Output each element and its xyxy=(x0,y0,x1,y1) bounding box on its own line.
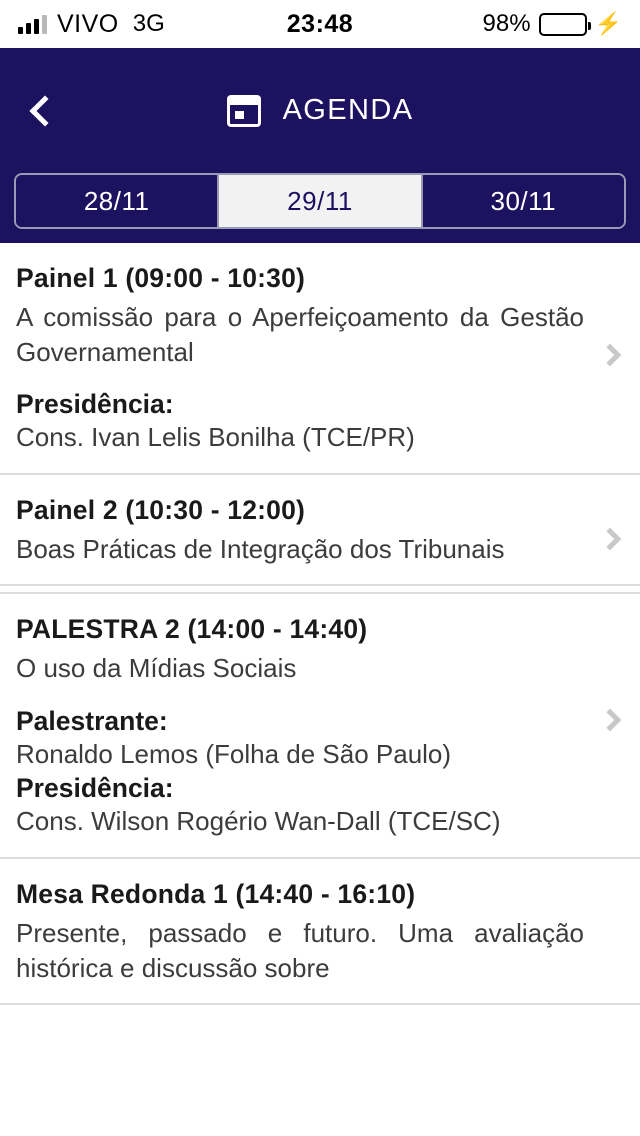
tab-date-29-11[interactable]: 29/11 xyxy=(219,175,422,227)
chevron-right-icon[interactable] xyxy=(599,527,622,550)
chevron-right-icon[interactable] xyxy=(599,344,622,367)
agenda-item-sub-value: Cons. Ivan Lelis Bonilha (TCE/PR) xyxy=(16,422,415,453)
agenda-item-title: Painel 1 (09:00 - 10:30) xyxy=(16,263,306,293)
back-button[interactable] xyxy=(14,81,70,141)
header-title-group xyxy=(227,94,414,127)
app-header xyxy=(0,48,640,173)
agenda-item-title: Mesa Redonda 1 (14:40 - 16:10) xyxy=(16,879,416,910)
agenda-item-sub-label: Palestrante: xyxy=(16,705,168,736)
tab-date-28-11[interactable]: 28/11 xyxy=(16,175,219,227)
calendar-icon xyxy=(227,95,261,127)
agenda-item-sub-label: Presidência: xyxy=(16,389,174,420)
page-title: AGENDA xyxy=(282,94,414,126)
charging-bolt-icon: ⚡ xyxy=(594,11,622,36)
tab-date-30-11[interactable]: 30/11 xyxy=(423,175,624,227)
agenda-item-sub-value: Ronaldo Lemos (Folha de São Paulo) xyxy=(16,738,452,769)
status-bar-clock: 23:48 xyxy=(286,9,354,38)
date-tabs xyxy=(14,173,626,229)
agenda-item-description: Presente, passado e futuro. Uma avaliação histórica e discussão sobre xyxy=(16,918,584,983)
agenda-item-description: O uso da Mídias Sociais xyxy=(16,653,297,684)
agenda-item-description: Boas Práticas de Integração dos Tribunais xyxy=(16,533,505,564)
status-bar xyxy=(0,0,640,48)
list-item[interactable] xyxy=(0,243,640,475)
agenda-item-sub-label-2: Presidência: xyxy=(16,773,174,804)
agenda-item-sub-value-2: Cons. Wilson Rogério Wan-Dall (TCE/SC) xyxy=(16,806,501,837)
list-item[interactable] xyxy=(0,475,640,587)
agenda-item-title: Painel 2 (10:30 - 12:00) xyxy=(16,494,306,525)
date-tabs-container xyxy=(0,173,640,243)
chevron-right-icon[interactable] xyxy=(599,709,622,732)
carrier-label: VIVO xyxy=(57,9,119,38)
agenda-item-title: PALESTRA 2 (14:00 - 14:40) xyxy=(16,614,368,645)
list-item[interactable] xyxy=(0,859,640,1005)
network-type-label: 3G xyxy=(132,10,165,37)
list-separator xyxy=(0,586,640,594)
list-item[interactable] xyxy=(0,594,640,859)
agenda-item-description: A comissão para o Aperfeiçoamento da Gestão Governamental xyxy=(16,302,584,367)
chevron-left-icon xyxy=(29,95,60,126)
battery-icon xyxy=(539,13,587,36)
battery-percentage-label: 98% xyxy=(482,10,531,37)
agenda-list[interactable] xyxy=(0,243,640,1136)
